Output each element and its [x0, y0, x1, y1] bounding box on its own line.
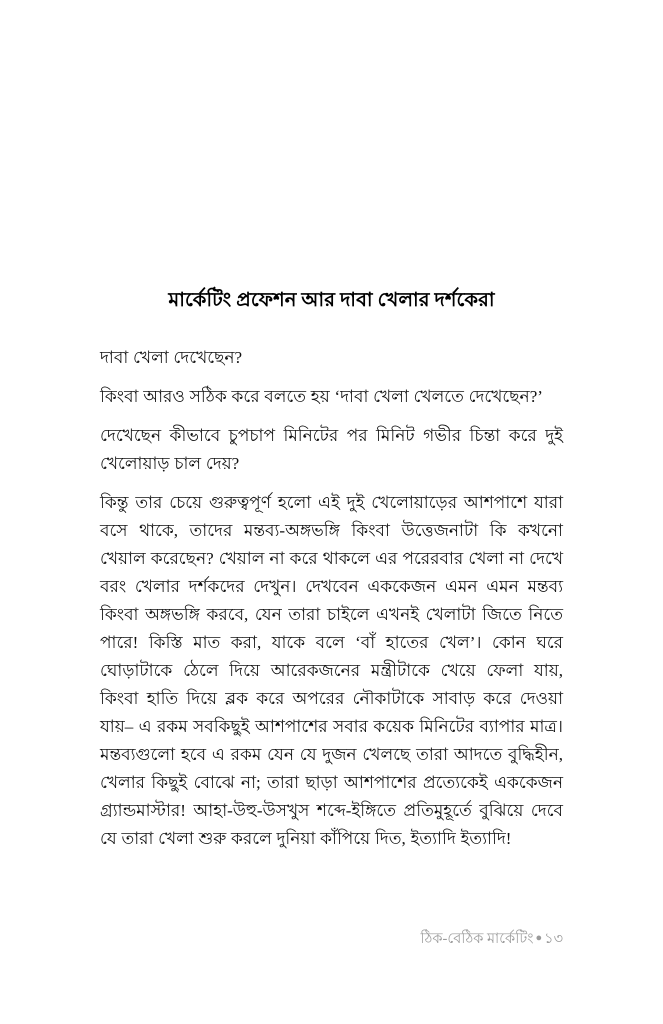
- running-footer: [100, 928, 563, 949]
- page-content: [100, 288, 563, 853]
- paragraph-3: দেখেছেন কীভাবে চুপচাপ মিনিটের পর মিনিট গভীর চিন্তা করে দুই খেলোয়াড় চাল দেয়?: [100, 426, 563, 474]
- chapter-heading: মার্কেটিং প্রফেশন আর দাবা খেলার দর্শকেরা: [168, 290, 495, 311]
- page-number: ১৩: [544, 931, 563, 947]
- paragraph-2: কিংবা আরও সঠিক করে বলতে হয় ‘দাবা খেলা খেলতে দেখেছেন?’: [100, 387, 543, 407]
- footer-book-title: ঠিক-বেঠিক মার্কেটিং: [420, 931, 534, 947]
- paragraph-1: দাবা খেলা দেখেছেন?: [100, 348, 243, 368]
- paragraph-4: কিন্তু তার চেয়ে গুরুত্বপূর্ণ হলো এই দুই খেলোয়াড়ের আশপাশে যারা বসে থাকে, তাদের মন্তব্য-অঙ্গভঙ্গি কিংবা উত্তেজনাটা কি কখনো খেয়াল করেছেন? খেয়াল না করে থাকলে এর পরেরবার খেলা না দেখে বরং খেলার দর্শকদের দেখুন। দেখবেন এককেজন এমন এমন মন্তব্য কিংবা অঙ্গভঙ্গি করবে, যেন তারা চাইলে এখনই খেলাটা জিতে নিতে পারে! কিস্তি মাত করা, যাকে বলে ‘বাঁ হাতের খেল’। কোন ঘরে ঘোড়াটাকে ঠেলে দিয়ে আরেকজনের মন্ত্রীটাকে খেয়ে ফেলা যায়, কিংবা হাতি দিয়ে ব্লক করে অপরের নৌকাটাকে সাবাড় করে দেওয়া যায়– এ রকম সবকিছুই আশপাশের সবার কয়েক মিনিটের ব্যাপার মাত্র। মন্তব্যগুলো হবে এ রকম যেন যে দুজন খেলছে তারা আদতে বুদ্ধিহীন, খেলার কিছুই বোঝে না; তারা ছাড়া আশপাশের প্রত্যেকেই এককেজন গ্র্যান্ডমাস্টার! আহা-উহু-উসখুস শব্দে-ইঙ্গিতে প্রতিমুহূর্তে বুঝিয়ে দেবে যে তারা খেলা শুরু করলে দুনিয়া কাঁপিয়ে দিত, ইত্যাদি ইত্যাদি!: [100, 493, 563, 849]
- footer-separator-dot: ●: [535, 932, 543, 944]
